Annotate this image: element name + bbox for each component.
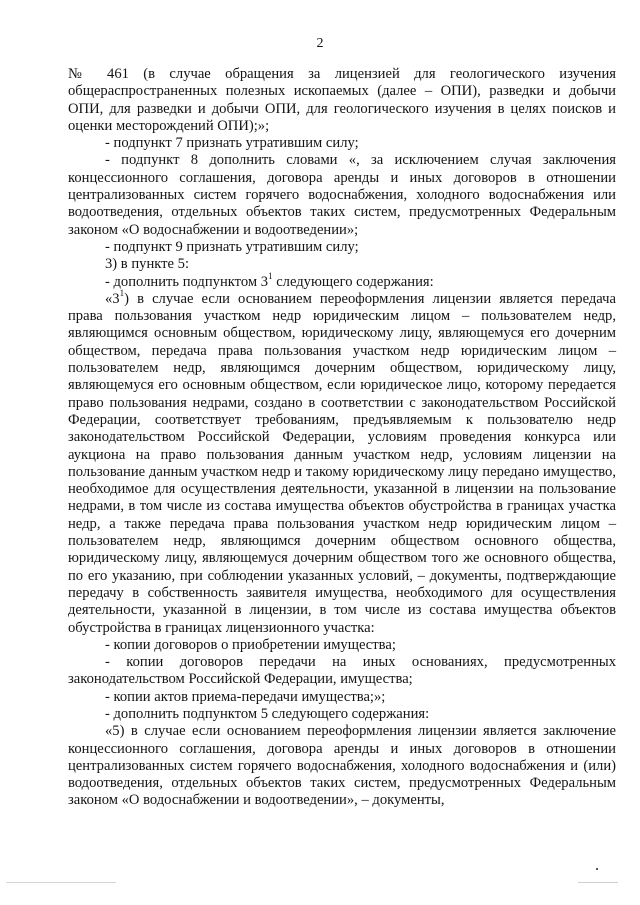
page-number: 2 — [316, 36, 324, 51]
superscript: 1 — [119, 288, 125, 298]
paragraph-point-5-heading: 3) в пункте 5: — [105, 256, 190, 273]
superscript: 1 — [268, 270, 273, 281]
scan-artifacts — [0, 880, 640, 886]
scan-speck — [596, 868, 598, 870]
text-before-superscript: - дополнить подпунктом 3 — [105, 273, 269, 290]
paragraph-subpoint-8: - подпункт 8 дополнить словами «, за исключением случая заключения концессионного соглашения, договора аренды и иных договоров в отношении централизованных систем горячего водоснабжения, холодного водоснабжения или водоотведения, отдельных объектов таких систем, предусмотренных Федеральным законом «О водоснабжении и водоотведении»; — [68, 152, 616, 238]
paragraph-copies-acts: - копии актов приема-передачи имущества;»; — [105, 688, 386, 705]
paragraph-copies-other-grounds: - копии договоров передачи на иных основаниях, предусмотренных законодательством Российской Федерации, имущества; — [68, 654, 616, 688]
paragraph-subpoint-5-text: «5) в случае если основанием переоформления лицензии является заключение концессионного соглашения, договора аренды и иных договоров в отношении централизованных систем горячего водоснабжения, холодного водоснабжения и (или) водоотведения, отдельных объектов таких систем, предусмотренных Федеральным законом «О водоснабжении и водоотведении», – документы, — [68, 723, 616, 809]
text-before-superscript: «3 — [105, 290, 120, 307]
text-after-superscript: ) в случае если основанием переоформления лицензии является передача права пользования участком недр юридическим лицом – пользователем недр, являющимся основным обществом, юридическому лицу, являющемуся его дочерним обществом, передача права пользования участком недр юридическим лицом – пользователем недр, являющимся дочерним обществом, юридическому лицу, являющемуся его основным обществом, если юридическое лицо, которому передается право пользования недрами, создано в соответствии с законодательством Российской Федерации, соответствует требованиям, предъявляемым к пользователю недр законодательством Российской Федерации, условиям проведения конкурса или аукциона на право пользования данным участком недр, условиям лицензии на пользование данным участком недр и такому юридическому лицу передано имущество, необходимое для осуществления деятельности, указанной в лицензии на пользование недрами, в том числе из состава имущества объектов обустройства в границах участка недр, а также передача права пользования участком недр юридическим лицом – пользователем недр, являющимся дочерним обществом основного общества, юридическому лицу, являющемуся дочерним обществом того же основного общества, по его указанию, при соблюдении указанных условий, – документы, подтверждающие передачу в собственность заявителя имущества, необходимого для осуществления деятельности, указанной в лицензии, в том числе из состава имущества объектов обустройства в границах лицензионного участка: — [68, 290, 616, 636]
paragraph-add-subpoint-3-1 — [68, 270, 616, 291]
paragraph-add-subpoint-5: - дополнить подпунктом 5 следующего содержания: — [105, 705, 430, 722]
paragraph-copies-acquisition: - копии договоров о приобретении имущества; — [105, 636, 396, 653]
document-body — [68, 66, 616, 810]
scan-speck — [578, 882, 618, 883]
paragraph-1-continuation: № 461 (в случае обращения за лицензией для геологического изучения общераспространенных полезных ископаемых (далее – ОПИ), разведки и добычи ОПИ, для разведки и добычи ОПИ, для геологического изучения в целях поисков и оценки месторождений ОПИ);»; — [68, 66, 616, 134]
scan-speck — [6, 882, 116, 883]
paragraph-subpoint-7: - подпункт 7 признать утратившим силу; — [105, 135, 359, 152]
paragraph-subpoint-3-1-text — [68, 288, 616, 637]
text-after-superscript: следующего содержания: — [272, 273, 434, 290]
paragraph-subpoint-9: - подпункт 9 признать утратившим силу; — [105, 238, 359, 255]
